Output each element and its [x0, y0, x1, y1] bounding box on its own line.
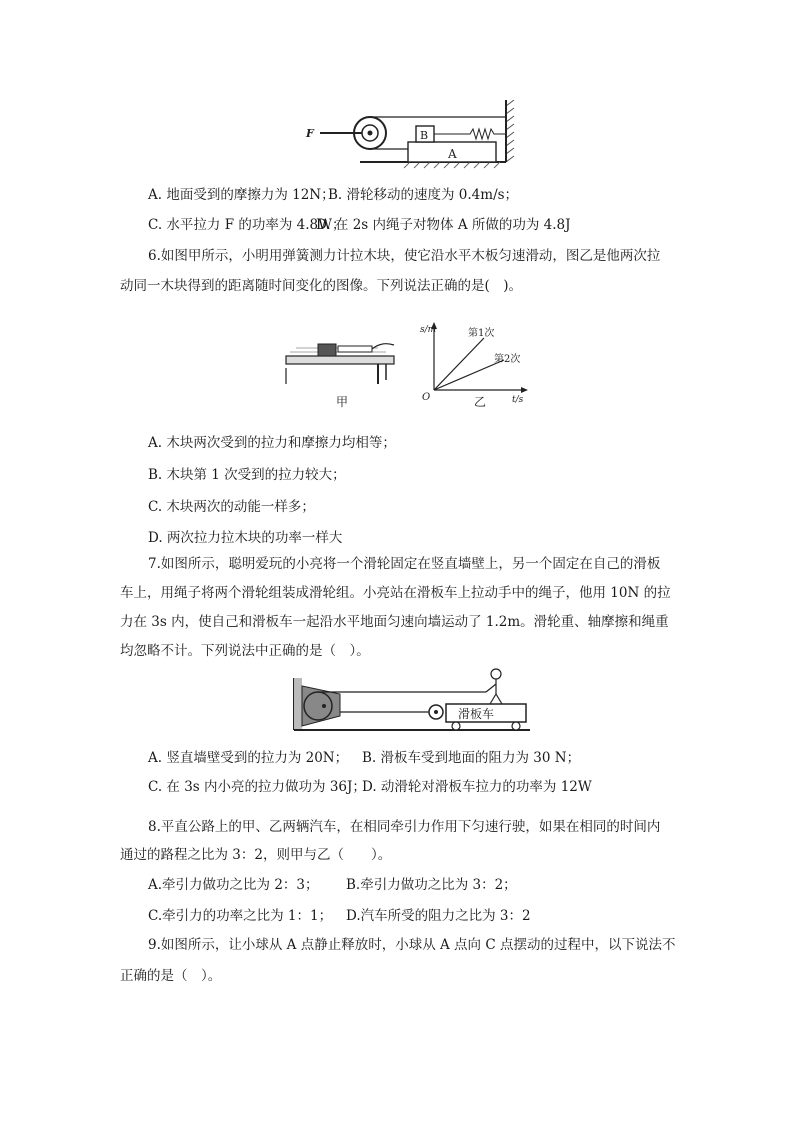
q9-stem-line1: 9.如图所示，让小球从 A 点静止释放时，小球从 A 点向 C 点摆动的过程中，以下说法不 — [148, 937, 676, 953]
figure-pulley-blocks — [300, 100, 520, 170]
q5-option-c: C. 水平拉力 F 的功率为 4.8W； — [148, 217, 346, 233]
movable-pulley-axle — [434, 710, 438, 714]
q8-option-b: B.牵引力做功之比为 3：2； — [346, 877, 517, 893]
cart-label: 滑板车 — [458, 707, 495, 721]
q6-stem-line2: 动同一木块得到的距离随时间变化的图像。下列说法正确的是( )。 — [120, 278, 523, 294]
q7-stem-line4: 均忽略不计。下列说法中正确的是（ ）。 — [120, 643, 370, 659]
q5-option-a: A. 地面受到的摩擦力为 12N； — [148, 187, 335, 203]
q8-option-c: C.牵引力的功率之比为 1：1； — [148, 908, 333, 924]
fig-label-jia: 甲 — [336, 395, 349, 409]
cart-wheel-left — [452, 722, 460, 730]
q8-stem-line2: 通过的路程之比为 3：2，则甲与乙（ ）。 — [120, 847, 392, 863]
q6-option-b: B. 木块第 1 次受到的拉力较大； — [148, 467, 346, 483]
q5-option-b: B. 滑轮移动的速度为 0.4m/s； — [328, 187, 519, 203]
x-axis-arrow — [521, 387, 528, 393]
fig-label-yi: 乙 — [474, 395, 487, 408]
table-top — [286, 356, 394, 364]
graph-line1-label: 第1次 — [468, 328, 495, 339]
q6-option-a: A. 木块两次受到的拉力和摩擦力均相等； — [148, 435, 396, 451]
spring-scale — [338, 346, 372, 352]
q7-stem-line2: 车上，用绳子将两个滑轮组装成滑轮组。小亮站在滑板车上拉动手中的绳子，他用 10N 的拉 — [120, 585, 671, 601]
q6-stem-line1: 6.如图甲所示，小明用弹簧测力计拉木块，使它沿水平木板匀速滑动，图乙是他两次拉 — [148, 248, 661, 264]
q8-option-d: D.汽车所受的阻力之比为 3：2 — [346, 908, 531, 924]
block-a-label: A — [448, 147, 457, 161]
q6-option-d: D. 两次拉力拉木块的功率一样大 — [148, 530, 343, 546]
graph-origin-label: O — [422, 392, 431, 403]
wood-block — [318, 344, 336, 356]
q7-stem-line3: 力在 3s 内，使自己和滑板车一起沿水平地面匀速向墙运动了 1.2m。滑轮重、轴摩擦和绳重 — [120, 614, 669, 630]
q7-option-c: C. 在 3s 内小亮的拉力做功为 36J； — [148, 779, 366, 795]
figure-yi-st-graph — [418, 320, 538, 408]
graph-line-first — [434, 338, 484, 390]
q7-stem-line1: 7.如图所示，聪明爱玩的小亮将一个滑轮固定在竖直墙壁上，另一个固定在自己的滑板 — [148, 556, 661, 572]
figure-jia-table — [282, 330, 412, 420]
q9-stem-line2: 正确的是（ ）。 — [120, 968, 222, 984]
person-arm — [486, 684, 496, 692]
spring — [434, 129, 506, 139]
block-b-label: B — [420, 129, 429, 142]
q8-option-a: A.牵引力做功之比为 2：3； — [148, 877, 319, 893]
wall-hatching — [506, 100, 514, 162]
q7-option-a: A. 竖直墙壁受到的拉力为 20N； — [148, 750, 349, 766]
graph-y-label: s/m — [420, 325, 437, 335]
figure-skateboard-pulley — [290, 664, 540, 736]
wall-block — [294, 678, 302, 730]
q7-option-b: B. 滑板车受到地面的阻力为 30 N； — [362, 750, 581, 766]
graph-x-label: t/s — [512, 395, 524, 405]
q7-option-d: D. 动滑轮对滑板车拉力的功率为 12W — [362, 779, 592, 795]
person-leg-right — [496, 694, 502, 704]
person-head — [491, 669, 501, 679]
pulley-axle — [368, 131, 373, 136]
cart-wheel-right — [512, 722, 520, 730]
q8-stem-line1: 8.平直公路上的甲、乙两辆汽车，在相同牵引力作用下匀速行驶，如果在相同的时间内 — [148, 819, 661, 835]
person-leg-left — [490, 694, 496, 704]
q5-option-d: D. 在 2s 内绳子对物体 A 所做的功为 4.8J — [316, 217, 571, 233]
q6-option-c: C. 木块两次的动能一样多； — [148, 499, 315, 515]
graph-line2-label: 第2次 — [494, 354, 521, 365]
force-f-label: F — [306, 127, 314, 140]
fixed-pulley-axle — [322, 704, 326, 708]
